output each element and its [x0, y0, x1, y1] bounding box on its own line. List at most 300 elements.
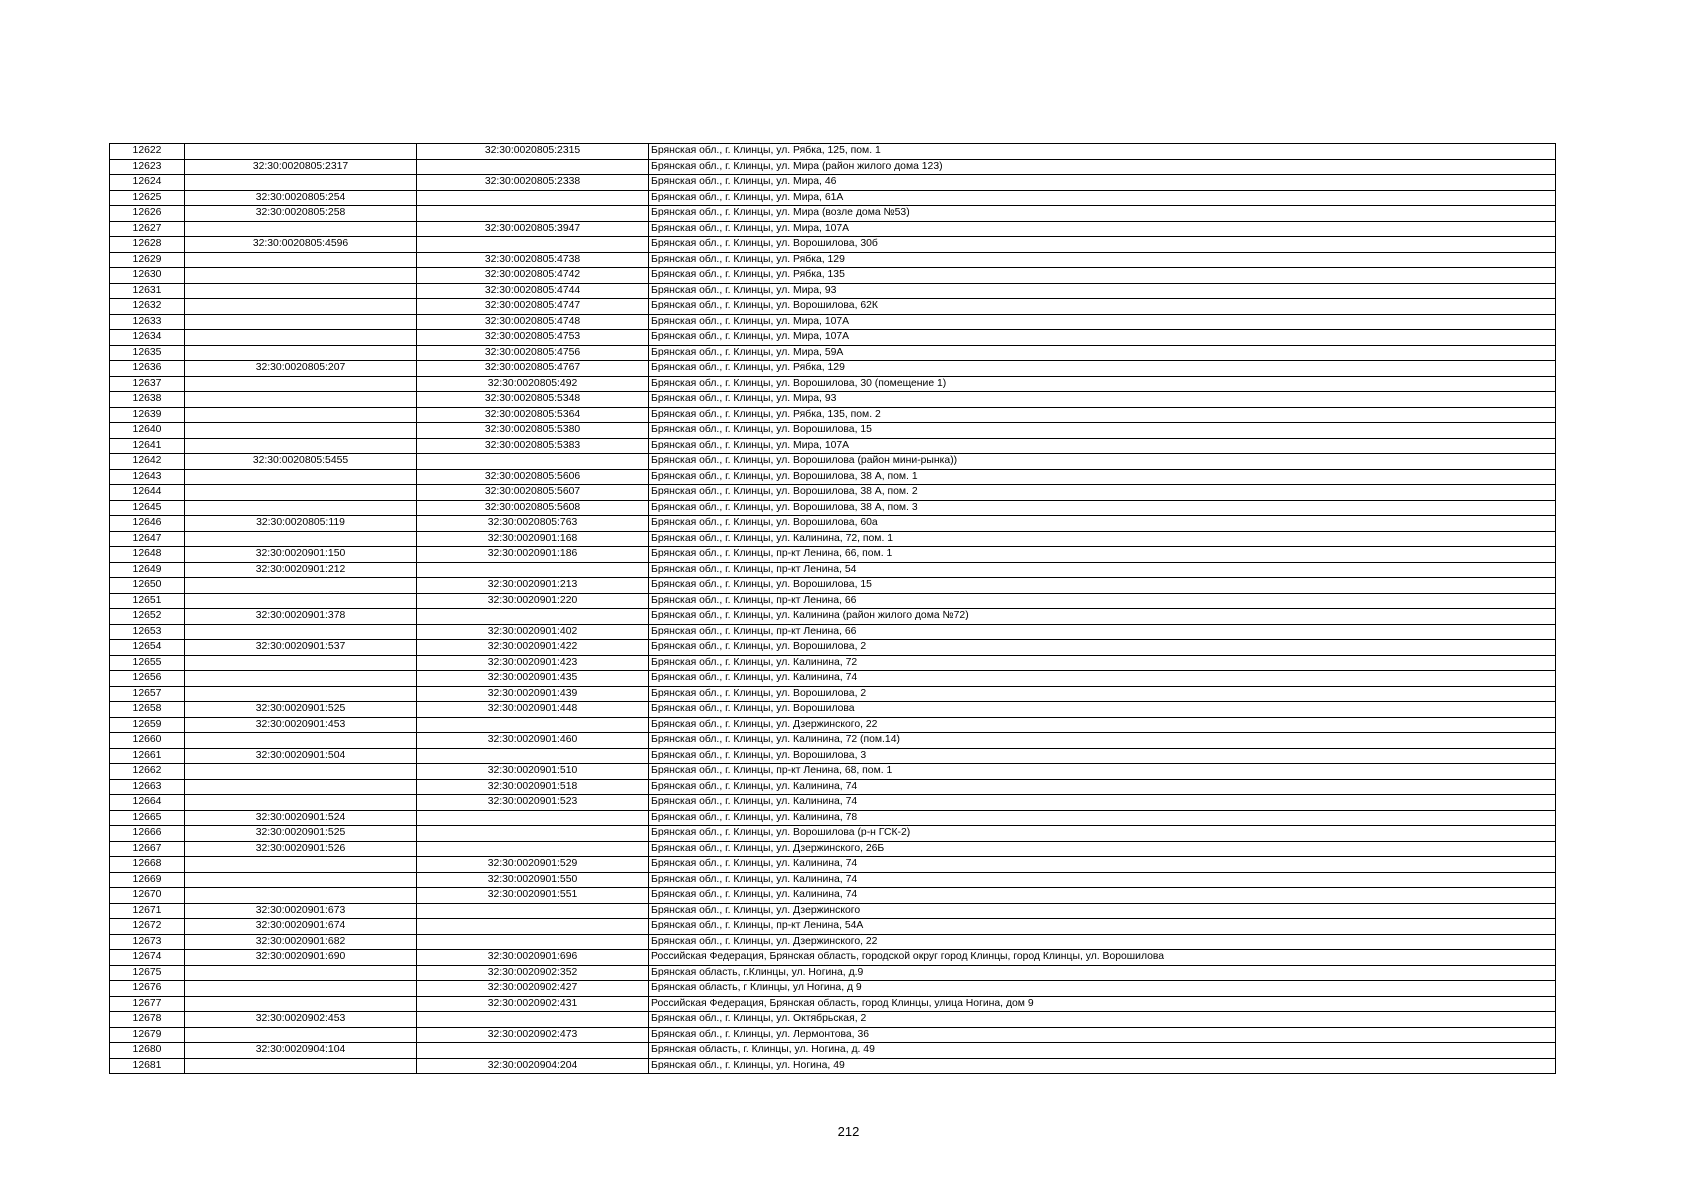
- cadastral-number-b-cell: 32:30:0020901:523: [417, 795, 649, 811]
- table-row: [110, 810, 1556, 826]
- row-number-cell: 12679: [110, 1027, 185, 1043]
- table-row: [110, 237, 1556, 253]
- row-number-cell: 12669: [110, 872, 185, 888]
- row-number-cell: 12649: [110, 562, 185, 578]
- table-row: [110, 330, 1556, 346]
- cadastral-number-a-cell: [185, 655, 417, 671]
- table-row: [110, 733, 1556, 749]
- address-cell: Брянская обл., г. Клинцы, ул. Калинина, 74: [649, 671, 1556, 687]
- row-number-cell: 12635: [110, 345, 185, 361]
- address-cell: Брянская область, г.Клинцы, ул. Ногина, д.9: [649, 965, 1556, 981]
- row-number-cell: 12627: [110, 221, 185, 237]
- row-number-cell: 12638: [110, 392, 185, 408]
- table-row: [110, 190, 1556, 206]
- address-cell: Брянская обл., г. Клинцы, ул. Ворошилова, 30б: [649, 237, 1556, 253]
- address-cell: Брянская обл., г. Клинцы, ул. Ворошилова, 62К: [649, 299, 1556, 315]
- address-cell: Брянская обл., г. Клинцы, пр-кт Ленина, 66, пом. 1: [649, 547, 1556, 563]
- table-row: [110, 1043, 1556, 1059]
- table-row: [110, 996, 1556, 1012]
- cadastral-number-b-cell: 32:30:0020805:4756: [417, 345, 649, 361]
- address-cell: Брянская обл., г. Клинцы, ул. Мира, 59А: [649, 345, 1556, 361]
- cadastral-number-a-cell: 32:30:0020901:673: [185, 903, 417, 919]
- cadastral-number-a-cell: 32:30:0020901:526: [185, 841, 417, 857]
- address-cell: Брянская обл., г. Клинцы, ул. Ворошилова, 38 А, пом. 2: [649, 485, 1556, 501]
- cadastral-number-a-cell: [185, 345, 417, 361]
- address-cell: Брянская обл., г. Клинцы, ул. Калинина, 72 (пом.14): [649, 733, 1556, 749]
- cadastral-number-a-cell: [185, 531, 417, 547]
- row-number-cell: 12666: [110, 826, 185, 842]
- cadastral-number-b-cell: 32:30:0020901:510: [417, 764, 649, 780]
- cadastral-number-a-cell: [185, 500, 417, 516]
- row-number-cell: 12677: [110, 996, 185, 1012]
- table-row: [110, 531, 1556, 547]
- cadastral-number-b-cell: 32:30:0020805:4753: [417, 330, 649, 346]
- cadastral-number-b-cell: [417, 159, 649, 175]
- row-number-cell: 12665: [110, 810, 185, 826]
- cadastral-number-a-cell: 32:30:0020805:207: [185, 361, 417, 377]
- address-cell: Брянская обл., г. Клинцы, ул. Мира, 93: [649, 392, 1556, 408]
- cadastral-number-b-cell: [417, 748, 649, 764]
- table-row: [110, 175, 1556, 191]
- cadastral-number-a-cell: 32:30:0020901:212: [185, 562, 417, 578]
- table-row: [110, 826, 1556, 842]
- cadastral-number-a-cell: 32:30:0020901:537: [185, 640, 417, 656]
- address-cell: Брянская обл., г. Клинцы, пр-кт Ленина, 66: [649, 593, 1556, 609]
- row-number-cell: 12678: [110, 1012, 185, 1028]
- row-number-cell: 12662: [110, 764, 185, 780]
- cadastral-number-b-cell: [417, 903, 649, 919]
- table-row: [110, 345, 1556, 361]
- row-number-cell: 12646: [110, 516, 185, 532]
- address-cell: Брянская обл., г. Клинцы, ул. Ногина, 49: [649, 1058, 1556, 1074]
- cadastral-number-b-cell: 32:30:0020805:763: [417, 516, 649, 532]
- cadastral-number-b-cell: 32:30:0020805:4744: [417, 283, 649, 299]
- cadastral-number-a-cell: [185, 299, 417, 315]
- row-number-cell: 12634: [110, 330, 185, 346]
- table-row: [110, 392, 1556, 408]
- address-cell: Брянская обл., г. Клинцы, ул. Ворошилова (район мини-рынка)): [649, 454, 1556, 470]
- cadastral-number-a-cell: [185, 1058, 417, 1074]
- table-row: [110, 500, 1556, 516]
- cadastral-number-b-cell: 32:30:0020805:4738: [417, 252, 649, 268]
- address-cell: Брянская обл., г. Клинцы, ул. Рябка, 129: [649, 252, 1556, 268]
- cadastral-number-a-cell: [185, 469, 417, 485]
- cadastral-number-b-cell: 32:30:0020901:422: [417, 640, 649, 656]
- cadastral-number-b-cell: 32:30:0020805:5607: [417, 485, 649, 501]
- row-number-cell: 12654: [110, 640, 185, 656]
- cadastral-number-b-cell: 32:30:0020805:4747: [417, 299, 649, 315]
- cadastral-number-a-cell: 32:30:0020901:525: [185, 702, 417, 718]
- cadastral-number-b-cell: 32:30:0020902:431: [417, 996, 649, 1012]
- cadastral-number-b-cell: [417, 237, 649, 253]
- address-cell: Брянская обл., г. Клинцы, ул. Дзержинского: [649, 903, 1556, 919]
- row-number-cell: 12664: [110, 795, 185, 811]
- address-cell: Брянская обл., г. Клинцы, ул. Рябка, 125, пом. 1: [649, 144, 1556, 160]
- cadastral-number-a-cell: [185, 438, 417, 454]
- cadastral-number-a-cell: 32:30:0020901:690: [185, 950, 417, 966]
- address-cell: Брянская обл., г. Клинцы, ул. Ворошилова, 2: [649, 686, 1556, 702]
- row-number-cell: 12629: [110, 252, 185, 268]
- row-number-cell: 12630: [110, 268, 185, 284]
- address-cell: Брянская обл., г. Клинцы, ул. Ворошилова, 15: [649, 423, 1556, 439]
- cadastral-number-b-cell: 32:30:0020901:168: [417, 531, 649, 547]
- cadastral-number-a-cell: [185, 857, 417, 873]
- cadastral-number-a-cell: [185, 1027, 417, 1043]
- table-row: [110, 717, 1556, 733]
- cadastral-number-a-cell: [185, 268, 417, 284]
- table-row: [110, 562, 1556, 578]
- cadastral-number-b-cell: [417, 934, 649, 950]
- address-cell: Брянская обл., г. Клинцы, ул. Ворошилова (р-н ГСК-2): [649, 826, 1556, 842]
- address-cell: Брянская обл., г. Клинцы, ул. Ворошилова: [649, 702, 1556, 718]
- cadastral-number-b-cell: 32:30:0020805:3947: [417, 221, 649, 237]
- table-row: [110, 903, 1556, 919]
- cadastral-number-a-cell: [185, 252, 417, 268]
- cadastral-number-a-cell: 32:30:0020805:4596: [185, 237, 417, 253]
- cadastral-number-b-cell: 32:30:0020805:5383: [417, 438, 649, 454]
- address-cell: Брянская обл., г. Клинцы, ул. Рябка, 135, пом. 2: [649, 407, 1556, 423]
- row-number-cell: 12680: [110, 1043, 185, 1059]
- cadastral-number-a-cell: [185, 407, 417, 423]
- table-row: [110, 578, 1556, 594]
- table-row: [110, 485, 1556, 501]
- address-cell: Брянская обл., г. Клинцы, ул. Ворошилова, 2: [649, 640, 1556, 656]
- cadastral-number-a-cell: 32:30:0020805:5455: [185, 454, 417, 470]
- address-cell: Брянская обл., г. Клинцы, ул. Калинина, 74: [649, 795, 1556, 811]
- table-row: [110, 144, 1556, 160]
- cadastral-number-a-cell: 32:30:0020901:674: [185, 919, 417, 935]
- row-number-cell: 12660: [110, 733, 185, 749]
- address-cell: Брянская обл., г. Клинцы, ул. Калинина (район жилого дома №72): [649, 609, 1556, 625]
- table-row: [110, 1027, 1556, 1043]
- row-number-cell: 12670: [110, 888, 185, 904]
- cadastral-number-a-cell: 32:30:0020901:682: [185, 934, 417, 950]
- row-number-cell: 12622: [110, 144, 185, 160]
- row-number-cell: 12650: [110, 578, 185, 594]
- address-cell: Брянская обл., г. Клинцы, ул. Мира (район жилого дома 123): [649, 159, 1556, 175]
- cadastral-number-a-cell: 32:30:0020901:524: [185, 810, 417, 826]
- cadastral-number-a-cell: [185, 981, 417, 997]
- cadastral-number-a-cell: [185, 314, 417, 330]
- table-row: [110, 361, 1556, 377]
- row-number-cell: 12642: [110, 454, 185, 470]
- cadastral-number-b-cell: 32:30:0020805:492: [417, 376, 649, 392]
- cadastral-number-b-cell: 32:30:0020805:2338: [417, 175, 649, 191]
- cadastral-number-b-cell: 32:30:0020901:448: [417, 702, 649, 718]
- row-number-cell: 12637: [110, 376, 185, 392]
- address-cell: Брянская обл., г. Клинцы, ул. Калинина, 72: [649, 655, 1556, 671]
- address-cell: Российская Федерация, Брянская область, город Клинцы, улица Ногина, дом 9: [649, 996, 1556, 1012]
- row-number-cell: 12624: [110, 175, 185, 191]
- row-number-cell: 12651: [110, 593, 185, 609]
- table-row: [110, 888, 1556, 904]
- address-cell: Брянская обл., г. Клинцы, ул. Ворошилова, 3: [649, 748, 1556, 764]
- address-cell: Брянская обл., г. Клинцы, ул. Рябка, 135: [649, 268, 1556, 284]
- row-number-cell: 12675: [110, 965, 185, 981]
- cadastral-number-a-cell: [185, 221, 417, 237]
- cadastral-number-a-cell: [185, 175, 417, 191]
- row-number-cell: 12655: [110, 655, 185, 671]
- row-number-cell: 12663: [110, 779, 185, 795]
- cadastral-number-a-cell: [185, 779, 417, 795]
- cadastral-number-b-cell: 32:30:0020901:460: [417, 733, 649, 749]
- cadastral-number-a-cell: [185, 872, 417, 888]
- cadastral-number-a-cell: [185, 376, 417, 392]
- address-cell: Брянская обл., г. Клинцы, ул. Дзержинского, 26Б: [649, 841, 1556, 857]
- table-row: [110, 702, 1556, 718]
- cadastral-number-a-cell: 32:30:0020901:453: [185, 717, 417, 733]
- table-row: [110, 624, 1556, 640]
- address-cell: Российская Федерация, Брянская область, городской округ город Клинцы, город Клинцы, ул. Ворошилова: [649, 950, 1556, 966]
- cadastral-number-a-cell: [185, 965, 417, 981]
- address-cell: Брянская обл., г. Клинцы, ул. Ворошилова, 60а: [649, 516, 1556, 532]
- address-cell: Брянская обл., г. Клинцы, ул. Калинина, 78: [649, 810, 1556, 826]
- row-number-cell: 12667: [110, 841, 185, 857]
- address-cell: Брянская обл., г. Клинцы, ул. Дзержинского, 22: [649, 717, 1556, 733]
- row-number-cell: 12653: [110, 624, 185, 640]
- row-number-cell: 12647: [110, 531, 185, 547]
- cadastral-number-b-cell: 32:30:0020901:551: [417, 888, 649, 904]
- row-number-cell: 12648: [110, 547, 185, 563]
- table-row: [110, 872, 1556, 888]
- cadastral-number-b-cell: [417, 717, 649, 733]
- cadastral-number-a-cell: 32:30:0020901:504: [185, 748, 417, 764]
- table-row: [110, 686, 1556, 702]
- table-row: [110, 1012, 1556, 1028]
- address-cell: Брянская обл., г. Клинцы, ул. Мира, 107А: [649, 314, 1556, 330]
- cadastral-number-a-cell: [185, 686, 417, 702]
- cadastral-number-b-cell: [417, 841, 649, 857]
- cadastral-number-b-cell: 32:30:0020901:402: [417, 624, 649, 640]
- table-row: [110, 283, 1556, 299]
- row-number-cell: 12645: [110, 500, 185, 516]
- cadastral-number-a-cell: 32:30:0020901:378: [185, 609, 417, 625]
- cadastral-number-b-cell: 32:30:0020901:435: [417, 671, 649, 687]
- table-row: [110, 671, 1556, 687]
- cadastral-number-b-cell: [417, 1012, 649, 1028]
- table-row: [110, 965, 1556, 981]
- cadastral-number-a-cell: 32:30:0020805:254: [185, 190, 417, 206]
- cadastral-number-a-cell: [185, 423, 417, 439]
- address-cell: Брянская обл., г. Клинцы, ул. Ворошилова, 38 А, пом. 1: [649, 469, 1556, 485]
- address-cell: Брянская обл., г. Клинцы, ул. Октябрьская, 2: [649, 1012, 1556, 1028]
- table-row: [110, 779, 1556, 795]
- cadastral-number-a-cell: 32:30:0020901:525: [185, 826, 417, 842]
- address-cell: Брянская обл., г. Клинцы, ул. Мира, 93: [649, 283, 1556, 299]
- row-number-cell: 12656: [110, 671, 185, 687]
- row-number-cell: 12674: [110, 950, 185, 966]
- cadastral-number-b-cell: [417, 206, 649, 222]
- address-cell: Брянская обл., г. Клинцы, ул. Калинина, 74: [649, 888, 1556, 904]
- cadastral-number-b-cell: [417, 562, 649, 578]
- table-row: [110, 206, 1556, 222]
- address-cell: Брянская обл., г. Клинцы, ул. Ворошилова, 30 (помещение 1): [649, 376, 1556, 392]
- cadastral-number-b-cell: 32:30:0020901:220: [417, 593, 649, 609]
- row-number-cell: 12641: [110, 438, 185, 454]
- registry-table: [109, 143, 1556, 1074]
- cadastral-number-a-cell: [185, 330, 417, 346]
- address-cell: Брянская обл., г. Клинцы, ул. Ворошилова, 15: [649, 578, 1556, 594]
- table-row: [110, 841, 1556, 857]
- cadastral-number-b-cell: 32:30:0020805:5606: [417, 469, 649, 485]
- cadastral-number-a-cell: [185, 671, 417, 687]
- cadastral-number-a-cell: 32:30:0020805:119: [185, 516, 417, 532]
- cadastral-number-a-cell: 32:30:0020805:2317: [185, 159, 417, 175]
- table-row: [110, 407, 1556, 423]
- address-cell: Брянская область, г. Клинцы, ул. Ногина, д. 49: [649, 1043, 1556, 1059]
- cadastral-number-b-cell: 32:30:0020805:4767: [417, 361, 649, 377]
- row-number-cell: 12623: [110, 159, 185, 175]
- cadastral-number-a-cell: [185, 624, 417, 640]
- cadastral-number-b-cell: 32:30:0020901:696: [417, 950, 649, 966]
- table-row: [110, 655, 1556, 671]
- cadastral-number-a-cell: [185, 392, 417, 408]
- row-number-cell: 12652: [110, 609, 185, 625]
- cadastral-number-b-cell: [417, 826, 649, 842]
- cadastral-number-b-cell: [417, 190, 649, 206]
- cadastral-number-b-cell: 32:30:0020901:529: [417, 857, 649, 873]
- cadastral-number-a-cell: [185, 996, 417, 1012]
- address-cell: Брянская обл., г. Клинцы, ул. Ворошилова, 38 А, пом. 3: [649, 500, 1556, 516]
- row-number-cell: 12640: [110, 423, 185, 439]
- row-number-cell: 12643: [110, 469, 185, 485]
- cadastral-number-b-cell: 32:30:0020805:5364: [417, 407, 649, 423]
- cadastral-number-b-cell: [417, 1043, 649, 1059]
- cadastral-number-b-cell: 32:30:0020805:5348: [417, 392, 649, 408]
- address-cell: Брянская область, г Клинцы, ул Ногина, д 9: [649, 981, 1556, 997]
- cadastral-number-b-cell: 32:30:0020901:550: [417, 872, 649, 888]
- address-cell: Брянская обл., г. Клинцы, ул. Калинина, 74: [649, 872, 1556, 888]
- row-number-cell: 12668: [110, 857, 185, 873]
- table-row: [110, 469, 1556, 485]
- cadastral-number-a-cell: [185, 795, 417, 811]
- table-row: [110, 423, 1556, 439]
- table-row: [110, 919, 1556, 935]
- row-number-cell: 12659: [110, 717, 185, 733]
- address-cell: Брянская обл., г. Клинцы, ул. Мира, 61А: [649, 190, 1556, 206]
- table-row: [110, 640, 1556, 656]
- address-cell: Брянская обл., г. Клинцы, ул. Рябка, 129: [649, 361, 1556, 377]
- cadastral-number-b-cell: [417, 454, 649, 470]
- row-number-cell: 12626: [110, 206, 185, 222]
- address-cell: Брянская обл., г. Клинцы, пр-кт Ленина, 54А: [649, 919, 1556, 935]
- table-row: [110, 950, 1556, 966]
- cadastral-number-b-cell: 32:30:0020901:518: [417, 779, 649, 795]
- table-row: [110, 221, 1556, 237]
- table-row: [110, 764, 1556, 780]
- cadastral-number-b-cell: [417, 609, 649, 625]
- table-row: [110, 438, 1556, 454]
- cadastral-number-b-cell: 32:30:0020805:2315: [417, 144, 649, 160]
- row-number-cell: 12671: [110, 903, 185, 919]
- table-row: [110, 981, 1556, 997]
- table-row: [110, 159, 1556, 175]
- table-row: [110, 376, 1556, 392]
- address-cell: Брянская обл., г. Клинцы, ул. Мира, 107А: [649, 221, 1556, 237]
- row-number-cell: 12628: [110, 237, 185, 253]
- cadastral-number-a-cell: [185, 283, 417, 299]
- cadastral-number-b-cell: 32:30:0020901:439: [417, 686, 649, 702]
- cadastral-number-b-cell: 32:30:0020902:352: [417, 965, 649, 981]
- cadastral-number-a-cell: [185, 888, 417, 904]
- cadastral-number-b-cell: 32:30:0020805:4748: [417, 314, 649, 330]
- cadastral-number-a-cell: [185, 578, 417, 594]
- row-number-cell: 12661: [110, 748, 185, 764]
- row-number-cell: 12625: [110, 190, 185, 206]
- row-number-cell: 12672: [110, 919, 185, 935]
- cadastral-number-b-cell: 32:30:0020902:427: [417, 981, 649, 997]
- cadastral-number-a-cell: 32:30:0020901:150: [185, 547, 417, 563]
- row-number-cell: 12657: [110, 686, 185, 702]
- cadastral-number-a-cell: 32:30:0020902:453: [185, 1012, 417, 1028]
- cadastral-number-b-cell: [417, 810, 649, 826]
- table-row: [110, 795, 1556, 811]
- cadastral-number-b-cell: 32:30:0020805:5380: [417, 423, 649, 439]
- table-row: [110, 516, 1556, 532]
- address-cell: Брянская обл., г. Клинцы, ул. Лермонтова, 36: [649, 1027, 1556, 1043]
- table-row: [110, 252, 1556, 268]
- table-row: [110, 857, 1556, 873]
- row-number-cell: 12636: [110, 361, 185, 377]
- address-cell: Брянская обл., г. Клинцы, ул. Мира (возле дома №53): [649, 206, 1556, 222]
- address-cell: Брянская обл., г. Клинцы, пр-кт Ленина, 54: [649, 562, 1556, 578]
- row-number-cell: 12632: [110, 299, 185, 315]
- table-row: [110, 547, 1556, 563]
- table-row: [110, 934, 1556, 950]
- cadastral-number-a-cell: [185, 764, 417, 780]
- cadastral-number-b-cell: 32:30:0020805:4742: [417, 268, 649, 284]
- row-number-cell: 12633: [110, 314, 185, 330]
- address-cell: Брянская обл., г. Клинцы, пр-кт Ленина, 68, пом. 1: [649, 764, 1556, 780]
- address-cell: Брянская обл., г. Клинцы, ул. Мира, 46: [649, 175, 1556, 191]
- row-number-cell: 12681: [110, 1058, 185, 1074]
- cadastral-number-b-cell: 32:30:0020805:5608: [417, 500, 649, 516]
- cadastral-number-b-cell: 32:30:0020902:473: [417, 1027, 649, 1043]
- row-number-cell: 12639: [110, 407, 185, 423]
- address-cell: Брянская обл., г. Клинцы, ул. Мира, 107А: [649, 330, 1556, 346]
- table-row: [110, 1058, 1556, 1074]
- table-row: [110, 299, 1556, 315]
- row-number-cell: 12644: [110, 485, 185, 501]
- address-cell: Брянская обл., г. Клинцы, ул. Калинина, 74: [649, 857, 1556, 873]
- table-row: [110, 454, 1556, 470]
- row-number-cell: 12673: [110, 934, 185, 950]
- cadastral-number-b-cell: 32:30:0020901:186: [417, 547, 649, 563]
- cadastral-number-b-cell: 32:30:0020904:204: [417, 1058, 649, 1074]
- table-row: [110, 268, 1556, 284]
- address-cell: Брянская обл., г. Клинцы, ул. Калинина, 74: [649, 779, 1556, 795]
- cadastral-number-b-cell: [417, 919, 649, 935]
- cadastral-number-a-cell: [185, 733, 417, 749]
- row-number-cell: 12676: [110, 981, 185, 997]
- address-cell: Брянская обл., г. Клинцы, пр-кт Ленина, 66: [649, 624, 1556, 640]
- table-row: [110, 609, 1556, 625]
- cadastral-number-a-cell: [185, 593, 417, 609]
- row-number-cell: 12658: [110, 702, 185, 718]
- cadastral-number-a-cell: 32:30:0020904:104: [185, 1043, 417, 1059]
- table-row: [110, 314, 1556, 330]
- cadastral-number-b-cell: 32:30:0020901:213: [417, 578, 649, 594]
- cadastral-number-a-cell: 32:30:0020805:258: [185, 206, 417, 222]
- table-row: [110, 593, 1556, 609]
- cadastral-number-a-cell: [185, 144, 417, 160]
- registry-table-body: [110, 144, 1556, 1074]
- table-row: [110, 748, 1556, 764]
- address-cell: Брянская обл., г. Клинцы, ул. Дзержинского, 22: [649, 934, 1556, 950]
- cadastral-number-a-cell: [185, 485, 417, 501]
- address-cell: Брянская обл., г. Клинцы, ул. Мира, 107А: [649, 438, 1556, 454]
- page-number: 212: [837, 1124, 860, 1139]
